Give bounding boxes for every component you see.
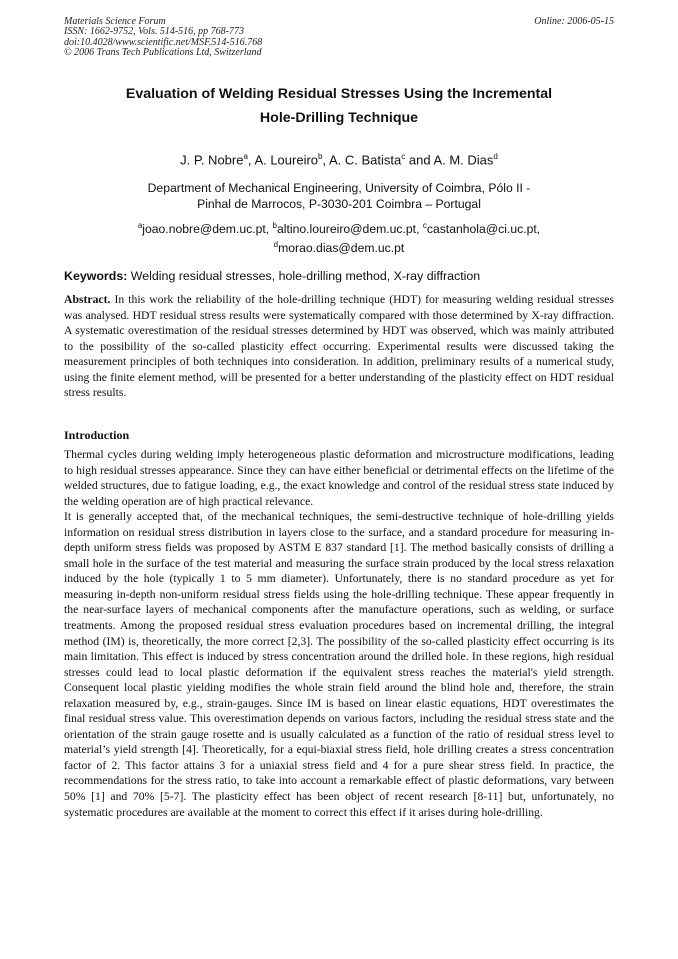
- issn-line: ISSN: 1662-9752, Vols. 514-516, pp 768-773: [64, 26, 244, 38]
- section-heading-introduction: Introduction: [64, 428, 130, 442]
- author-affiliation-mark: a: [243, 152, 248, 161]
- email-address[interactable]: altino.loureiro@dem.uc.pt: [277, 222, 417, 237]
- introduction-body: [64, 447, 614, 820]
- author-name: A. C. Batista: [329, 152, 402, 168]
- affiliation: [64, 180, 614, 212]
- author-separator: ,: [247, 152, 255, 168]
- title-line-1: Evaluation of Welding Residual Stresses Using the Incremental: [125, 86, 553, 102]
- author-name: A. M. Dias: [433, 152, 494, 168]
- author-affiliation-mark: d: [493, 152, 498, 161]
- author-separator: ,: [322, 152, 329, 168]
- affiliation-line-2: Pinhal de Marrocos, P-3030-201 Coimbra – Portugal: [197, 197, 481, 211]
- title-line-2: Hole-Drilling Technique: [259, 109, 419, 126]
- abstract-text: In this work the reliability of the hole-drilling technique (HDT) for measuring welding residual stresses was analysed. HDT residual stress results were systematically compared with those determined by X-ray diffraction. A systematic overestimation of the residual stresses determined by HDT was observed, which was mainly attributed to the possibility of the so-called plasticity effect occurring. Experimental results were discussed taking the measurement principles of both techniques into consideration. In addition, preliminary results of a numerical study, using the finite element method, will be presented for a better understanding of the plasticity effect on HDT residual stress results.: [64, 293, 614, 400]
- email-address[interactable]: morao.dias@dem.uc.pt: [278, 241, 405, 256]
- email-list: [64, 218, 614, 256]
- paragraph: It is generally accepted that, of the mechanical techniques, the semi-destructive technique of hole-drilling yields information on residual stress distribution in layers close to the surface, and a standard procedure for measuring in-depth uniform stress fields was proposed by ASTM E 837 standard [1]. The method basically consists of drilling a small hole in the surface of the test material and measuring the surface strain produced by the local stress relaxation induced by the hole (typically 1 to 5 mm diameter). Unfortunately, there is no standard procedure as yet for measuring in-depth non-uniform residual stress fields using the hole-drilling technique. These appear frequently in the near-surface layers of mechanical components after the manufacture operations, such as welding, or surface treatments. Among the proposed residual stress evaluation procedures based on incremental drilling, the integral method (IM) is, theoretically, the more correct [2,3]. The possibility of the so-called plasticity effect occurring is its main limitation. This effect is induced by stress concentration around the drilled hole. In these regions, high residual stresses could lead to local plastic deformation if the equivalent stress reaches the material's yield strength. Consequent local plastic yielding modifies the whole strain field around the blind hole and, therefore, the strain relaxation measured by, e.g., strain-gauges. Since IM is based on linear elastic equations, HDT overestimates the final residual stress value. This overestimation depends on various factors, including the residual stress state and the orientation of the strain gauge rosette and is usually calculated as a function of the ratio of residual stress level to material’s yield strength [4]. Theoretically, for a equi-biaxial stress field, hole drilling creates a stress concentration factor of 2. This factor attains 3 for a uniaxial stress field and 4 for a pure shear stress field. In practice, the recommendations for the stress ratio, to take into account a remarkable effect of plastic deformations, vary between 50% [1] and 70% [5-7]. The plasticity effect has been object of recent research [8-11] but, unfortunately, no systematic procedures are available at the moment to correct this effect if it arises during hole-drilling.: [64, 510, 614, 819]
- affiliation-line-1: Department of Mechanical Engineering, University of Coimbra, Pólo II -: [147, 181, 531, 195]
- abstract-label: Abstract.: [64, 293, 111, 306]
- author-list: [64, 152, 614, 167]
- author-separator: and: [405, 152, 434, 168]
- email-address[interactable]: castanhola@ci.uc.pt: [426, 222, 537, 237]
- email-line-2: [64, 237, 614, 256]
- keywords-text: Welding residual stresses, hole-drilling method, X-ray diffraction: [127, 269, 481, 283]
- email-mark: d: [273, 240, 279, 250]
- keywords-label: Keywords:: [64, 269, 128, 283]
- keywords-line: [64, 269, 618, 283]
- email-mark: c: [422, 221, 427, 230]
- online-date: Online: 2006-05-15: [534, 16, 614, 27]
- doi-line: doi:10.4028/www.scientific.net/MSF.514-516.768: [64, 36, 263, 48]
- author-affiliation-mark: b: [318, 152, 323, 161]
- copyright-line: © 2006 Trans Tech Publications Ltd, Switzerland: [64, 47, 262, 59]
- email-line-1: $^a$joao.nobre@dem.uc.pt, $^b$altino.loureiro@dem.uc.pt, $^c$castanhola@ci.uc.pt,: [137, 221, 541, 237]
- author-name: J. P. Nobre: [180, 152, 244, 168]
- author-affiliation-mark: c: [401, 152, 406, 161]
- paper-title: [64, 83, 614, 130]
- journal-header: [64, 17, 614, 59]
- paragraph: Thermal cycles during welding imply heterogeneous plastic deformation and microstructure modifications, leading to high residual stresses appearance. Since they can have either beneficial or detrimental effects on the lifetime of the welded structures, due to fatigue loading, e.g., the exact knowledge and control of the residual stress state induced by the welding operation are of high practical relevance.: [64, 448, 614, 508]
- journal-name: Materials Science Forum: [64, 16, 166, 27]
- email-mark: b: [272, 221, 277, 230]
- email-address[interactable]: joao.nobre@dem.uc.pt: [142, 222, 266, 237]
- author-name: A. Loureiro: [254, 152, 319, 168]
- email-mark: a: [137, 221, 143, 230]
- abstract: [64, 292, 614, 401]
